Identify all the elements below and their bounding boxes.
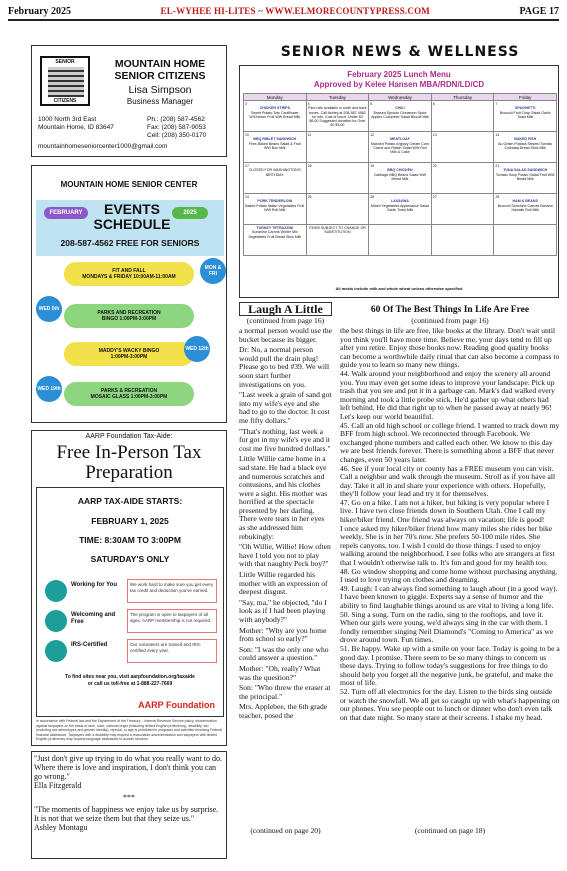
paragraph: 52. Turn off all electronics for the day. Listen to the birds sing outside or watch the snowfall. We all get so caught up with what's happening on our phones. You see people out to lunch or dinner who don't even talk on that date night. So many stare at their screens. I shake my head. — [340, 686, 560, 722]
menu-day-cell — [244, 225, 307, 256]
day-number: 13 — [432, 133, 437, 137]
menu-day-cell — [306, 163, 369, 194]
building-photo — [48, 67, 84, 97]
phones — [147, 116, 206, 140]
best-things-continued-from: (continued from page 16) — [411, 316, 489, 325]
center-name: MOUNTAIN HOME SENIOR CENTER — [60, 180, 198, 189]
meal-sides: Fries Baked Beans Salad & Fruit WW Bun Milk — [248, 141, 301, 150]
menu-day-cell — [494, 225, 557, 256]
menu-week-row — [244, 101, 557, 132]
feature-desc: The program is open to taxpayers of all ages. AARP membership is not required. — [127, 609, 217, 633]
paragraph: "Last week a grain of sand got into my wife's eye and she had to go to the doctor. It cost me fifty dollars." — [239, 390, 332, 425]
meal-sides: ITEMS SUBJECT TO CHANGE OR SUBSTITUTION — [308, 226, 366, 235]
day-number: 20 — [432, 164, 437, 168]
menu-day-cell — [431, 225, 494, 256]
menu-day-cell — [431, 101, 494, 132]
menu-day-cell — [244, 132, 307, 163]
page-header — [8, 4, 559, 18]
paragraph: Mother: "Oh, really? What was the question?" — [239, 663, 321, 682]
menu-day-cell — [431, 194, 494, 225]
paragraph: "Oh Willie, Willie! How often have I told you not to play with that naughty Peck boy?" — [239, 542, 331, 569]
meal-sides: Sunshine Carrots Winter Mix Vegetables Fruit Bread Stick Milk — [248, 230, 302, 239]
meal-name: TURKEY TETRAZZINI — [256, 226, 294, 230]
feature-desc: Our volunteers are trained and IRS-certified every year. — [127, 639, 217, 663]
address-line2: Mountain Home, ID 83647 — [38, 124, 114, 131]
meal-name: TUNA SALAD SANDWICH — [503, 168, 548, 173]
menu-body — [244, 101, 557, 256]
starts-label: AARP TAX-AIDE STARTS: — [77, 496, 183, 506]
day-number: 5 — [370, 102, 373, 106]
meal-sides: Au Gratin Potatos Stewed Tomato Coleslaw Bread Stick Milk — [498, 141, 553, 150]
paragraph: 51. Be happy. Wake up with a smile on your face. Today is going to be a good day. I promise. There seem to be so many things to concern us these days. Trying to follow today's suggestions for free things to do should help you forget all the negative junk, be grateful, and make the most of life. — [340, 643, 560, 688]
menu-day-cell — [494, 101, 557, 132]
feature-welcoming — [45, 608, 217, 636]
page-number: PAGE 17 — [519, 5, 559, 17]
events-schedule-ad — [31, 165, 227, 423]
menu-table — [243, 93, 557, 256]
event-mosaic-glass — [64, 382, 194, 406]
day-number: 24 — [245, 195, 249, 199]
aarp-headline: Free In-Person Tax Preparation — [56, 442, 202, 483]
menu-day-cell — [431, 163, 494, 194]
laugh-continued-from: (continued from page 16) — [246, 316, 325, 325]
paragraph: a normal person would use the bucket because its bigger. — [239, 326, 333, 344]
meal-sides: CLOSED FOR WASHINGTON'S BIRTHDAY — [248, 168, 301, 177]
aarp-tagline: AARP Foundation Tax-Aide: — [85, 433, 173, 440]
feature-certified — [45, 638, 217, 666]
menu-week-row — [244, 194, 557, 225]
menu-day-cell — [494, 194, 557, 225]
menu-approved: Approved by Kelee Hansen MBA/RDN/LD/CD — [313, 80, 485, 89]
contact-role: Business Manager — [126, 97, 194, 106]
menu-day-cell — [369, 194, 432, 225]
ad-title-line1: MOUNTAIN HOME — [114, 58, 206, 70]
day-number: 14 — [495, 133, 500, 137]
paragraph: Son: "Who threw the eraser at the principal." — [239, 683, 331, 701]
meal-name: SPAGHETTI — [515, 106, 536, 111]
menu-day-cell — [369, 225, 432, 256]
year-badge: 2025 — [172, 207, 208, 219]
quote-text: "The moments of happiness we enjoy take us by surprise. It is not that we seize them but that they seize us." — [34, 805, 219, 823]
tax-aide-details — [36, 487, 224, 717]
menu-day-cell — [244, 163, 307, 194]
paragraph: 44. Walk around your neighborhood and enjoy the scenery all around you. You may even get some ideas to improve your landscape. Pick up trash that you see and put it in a garbage can. Mark's dad walked every morning and took a little probe stick. He'd gather up what others had left behind. He did that right up to when he passed away at nearly 96! Let's keep our world beautiful. — [340, 368, 555, 421]
certificate-icon — [45, 640, 67, 662]
event-name: MADDY'S WACKY BINGO — [98, 348, 160, 354]
publication-name: EL-WYHEE HI-LITES ~ WWW.ELMORECOUNTYPRESS.COM — [160, 6, 430, 16]
event-name: PARKS & RECREATION — [100, 388, 158, 394]
event-parks-bingo — [64, 304, 194, 328]
event-day-badge: WED 5th — [36, 296, 62, 322]
laugh-title: Laugh A Little — [239, 302, 332, 316]
meal-sides: Rice rolls available in north and back boxes. Call Ashley at 208-587-4562 for info. Cost of lunch: Under 60 $6.00 Suggested donation for Over 60 $3.00 — [308, 106, 367, 128]
start-date: FEBRUARY 1, 2025 — [91, 516, 169, 526]
menu-day-cell — [369, 163, 432, 194]
day-number: 19 — [370, 164, 375, 168]
people-icon — [45, 610, 67, 632]
menu-footer: All meals include milk and whole wheat unless otherwise specified — [335, 286, 463, 291]
meal-sides: Baked Potato Italian Vegetables Fruit WW Roll Milk — [245, 203, 305, 212]
quote-text: "Just don't give up trying to do what you really want to do. Where there is love and inspiration, I don't think you can go wrong." — [34, 754, 223, 781]
meal-name: CHILI — [395, 106, 405, 111]
paragraph: 50. Sing a song. Turn on the radio, sing to the rooftops, and love it. When our girls were young, we'd always sing in the car with them. I fondly remember singing Neil Diamond's "Coming to America" as we drove around town. Fun times. — [340, 609, 554, 645]
feature-working — [45, 578, 217, 606]
event-day-badge: MON & FRI — [200, 258, 226, 284]
logo-top-text: SENIOR — [55, 59, 75, 65]
events-phone: 208-587-4562 FREE FOR SENIORS — [60, 238, 200, 248]
event-name: PARKS AND RECREATION — [97, 310, 161, 316]
quote-author: Ashley Montagu — [34, 823, 88, 832]
menu-day-cell — [306, 225, 369, 256]
fine-print: In accordance with Federal law and the Department of the Treasury – Internal Revenue Service policy, discrimination against taxpayers on the basis of race, color, national origin (including limited English proficiency), disability, sex (including sex stereotypes and gender identity), reprisal, or age is prohibited in programs and activities receiving Federal financial assistance. Taxpayers with a disability may request a reasonable accommodation and taxpayers with limited English proficiency may request language assistance to access services. — [36, 719, 222, 741]
day-number: 25 — [307, 195, 312, 199]
day-number: 3 — [245, 102, 247, 106]
day-header: Tuesday — [306, 94, 369, 101]
day-number: 21 — [495, 164, 500, 168]
feature-label: IRS-Certified — [71, 642, 108, 648]
event-name: FIT AND FALL — [112, 268, 146, 274]
events-title: EVENTS SCHEDULE — [93, 201, 171, 232]
day-header: Thursday — [431, 94, 494, 101]
day-number: 10 — [245, 133, 249, 137]
paragraph: 45. Call an old high school or college friend. I wanted to track down my BFF from high school. We reconnected through Facebook. We exchanged phone numbers and called each other. We know to this day we are best friends forever. There is something about a BFF that never changes, even 50 years later. — [340, 420, 560, 464]
paragraph: 46. See if your local city or county has a FREE museum you can visit. Call a neighbor and walk through the museum. Stroll as if you have all day. Take it all in and share your experience with others. Hopefully, they'll follow your lead and try it for themselves. — [340, 463, 556, 499]
aarp-foundation-logo: AARP Foundation — [138, 700, 215, 710]
find-sites: To find sites near you, visit aarpfoundation.org/taxaide — [65, 674, 195, 680]
menu-week-row — [244, 163, 557, 194]
days: SATURDAY'S ONLY — [90, 554, 170, 564]
issue-date: February 2025 — [8, 5, 72, 17]
meal-name: BBQ CHICKEN — [387, 168, 413, 173]
paragraph: 49. Laugh: I can always find something to laugh about (in a good way). I have been known to giggle. Experts say a sense of humor and the ability to find laughable things around us are vital to living a long life. — [340, 583, 558, 610]
day-number: 17 — [245, 164, 249, 168]
menu-day-cell — [306, 101, 369, 132]
phone: Ph.: (208) 587-4562 — [147, 116, 205, 123]
event-time: BINGO 1:00PM-3:00PM — [101, 316, 157, 322]
day-number: 27 — [432, 195, 437, 199]
quotes-box — [31, 751, 227, 859]
paragraph: Dr: No, a normal person would pull the drain plug! Please go to bed #39. We will soon start further investigations on you. — [239, 345, 330, 389]
senior-citizens-logo — [40, 56, 90, 106]
day-number: 4 — [307, 102, 310, 106]
lunch-menu — [239, 65, 559, 298]
menu-day-cell — [431, 132, 494, 163]
paragraph: Little Willie came home in a sad state. He had a black eye and numerous scratches and contusions, and his clothes were a sight. His mother was horrified at the spectacle presented by her darling. There were tears in her eyes as she addressed him rebukingly: — [239, 454, 328, 541]
feature-label: Welcoming and Free — [71, 612, 116, 625]
paragraph: 47. Go on a hike. I am not a hiker, but hiking is very popular where I live. I have two close friends down in Southern Utah. One I call my hiker/biker friend. One friend was always on vacation; life is good! — [340, 497, 550, 525]
ad-title-line2: SENIOR CITIZENS — [114, 70, 206, 82]
event-wacky-bingo — [64, 342, 194, 366]
feature-desc: We work hard to make sure you get every tax credit and deduction you've earned. — [127, 579, 217, 603]
day-header: Monday — [244, 94, 307, 101]
menu-day-cell — [244, 101, 307, 132]
paragraph: I once asked my hiker/biker friend how many miles she rides her bike weekly. She is in her 70's now. She prefers 50-100 mile rides. She repels canyons, too. I wish I could do those things. I used to enjoy walking around the neighborhood. I see folks who are strangers at first that I wouldn't otherwise talk to. It's fun and good for my health too. — [340, 523, 555, 568]
menu-day-cell — [494, 163, 557, 194]
paragraph: Mrs. Applebee, the 6th grade teacher, posed the — [239, 702, 328, 720]
meal-name: CHICKEN STRIPS — [259, 106, 290, 111]
event-fit-and-fall — [64, 262, 194, 286]
toll-free: or call us toll-free at 1-888-227-7669 — [87, 681, 173, 687]
email: mountainhomeseniorcenter1000@gmail.com — [38, 143, 168, 150]
cell: Cell: (208) 350-0170 — [147, 132, 207, 139]
event-time: MONDAYS & FRIDAY 10:00AM-11:00AM — [82, 274, 176, 280]
day-number: 18 — [307, 164, 312, 168]
logo-bottom-text: CITIZENS — [53, 98, 77, 104]
signal-icon — [45, 580, 67, 602]
event-day-badge: WED 12th — [184, 336, 210, 362]
menu-title: February 2025 Lunch Menu — [347, 70, 451, 79]
menu-day-cell — [494, 132, 557, 163]
quote-author: Ella Fitzgerald — [34, 781, 82, 790]
day-number: 26 — [370, 195, 375, 199]
meal-name: LASAGNA — [391, 199, 409, 204]
mhsc-business-card-ad — [31, 45, 227, 157]
address — [38, 116, 114, 132]
meal-name: BAKED FISH — [514, 137, 537, 142]
menu-day-cell — [306, 132, 369, 163]
day-number: 6 — [432, 102, 435, 106]
laugh-column — [239, 327, 332, 723]
laugh-continued-on: (continued on page 20) — [250, 826, 321, 835]
meal-sides: Braised Sprouts Cinnamon Spice Apples Cucumber Salad Biscuit Milk — [371, 110, 429, 119]
paragraph: "That's nothing, last week a fur got in my wife's eye and it cost me five hundred dollars." — [239, 426, 331, 453]
day-number: 28 — [495, 195, 500, 199]
aarp-tax-aide-ad — [31, 430, 227, 746]
event-time: 1:00PM-3:00PM — [110, 354, 148, 360]
address-line1: 1000 North 3rd East — [38, 116, 97, 123]
month-badge: FEBRUARY — [44, 207, 88, 219]
meal-name: BBQ RIBLET SANDWICH — [253, 137, 297, 142]
menu-week-row — [244, 132, 557, 163]
day-header: Friday — [494, 94, 557, 101]
event-day-badge: WED 19th — [36, 376, 62, 402]
paragraph: 48. Go window shopping and come home without purchasing anything. I used to love trying on clothes and dreaming. — [340, 566, 558, 585]
meal-sides: Cabbage BBQ Beans Salad WW Bread Milk — [373, 172, 427, 181]
day-header: Wednesday — [369, 94, 432, 101]
best-things-column — [340, 327, 560, 722]
contact-name: Lisa Simpson — [128, 84, 192, 96]
paragraph: Mother: "Why are you home from school so early?" — [239, 625, 327, 644]
menu-day-cell — [306, 194, 369, 225]
event-time: MOSAIC GLASS 1:00PM-3:00PM — [90, 394, 168, 400]
best-things-title: 60 Of The Best Things In Life Are Free — [370, 305, 530, 315]
day-number: 7 — [495, 102, 498, 106]
fax: Fax: (208) 587-9053 — [147, 124, 206, 131]
meal-name: HAM & BEANS — [512, 199, 538, 204]
day-number: 11 — [307, 133, 312, 137]
meal-sides: Mashed Potato w/gravy Cream Corn Carrot and Raisin Salad WW Roll Milk & Cake — [370, 141, 430, 155]
menu-week-row — [244, 225, 557, 256]
section-title: SENIOR NEWS & WELLNESS — [280, 44, 520, 60]
meal-sides: Sweet Potato Tots Cauliflower W/Cheese Fruit WW Bread Milk — [249, 110, 301, 119]
meal-name: PORK TENDERLOIN — [257, 199, 293, 204]
paragraph: the best things in life are free, like books at the library. Don't wait until you think you'll have more time. Believe me, your days tend to fill up after you retire. Enjoy those books now. Reading good quality books can become a worthwhile daily ritual that can also become a compass to guide you to learn so many new things. — [340, 326, 560, 370]
time: TIME: 8:30AM TO 3:00PM — [79, 535, 181, 545]
meal-sides: Mixed Vegetables Applesauce Salad Garlic Toast Milk — [370, 203, 430, 212]
menu-day-cell — [369, 101, 432, 132]
separator: *** — [123, 793, 135, 802]
header-rule — [8, 19, 559, 21]
day-number: 12 — [370, 133, 375, 137]
meal-sides: Broccoli Fruit Crisp Salad Garlic Toast Milk — [499, 110, 551, 119]
meal-sides: Tomato Soup Potato Salad Fruit WW Bread Milk — [495, 172, 555, 181]
meal-name: MEATLOAF — [390, 137, 410, 142]
best-things-continued-on: (continued on page 18) — [414, 826, 486, 835]
feature-label: Working for You — [71, 582, 117, 588]
menu-day-cell — [369, 132, 432, 163]
menu-day-cell — [244, 194, 307, 225]
paragraph: Little Willie regarded his mother with an expression of deepest disgust. — [239, 570, 328, 597]
menu-header-row — [244, 94, 557, 101]
paragraph: Son: "I was the only one who could answer a question." — [239, 644, 329, 663]
paragraph: "Say, ma," he objected, "do I look as if I had been playing with anybody?" — [239, 597, 327, 624]
meal-sides: Broccoli Sunshine Carrots Banana Hawaiin Roll Milk — [497, 203, 553, 212]
ad-title — [94, 58, 226, 82]
